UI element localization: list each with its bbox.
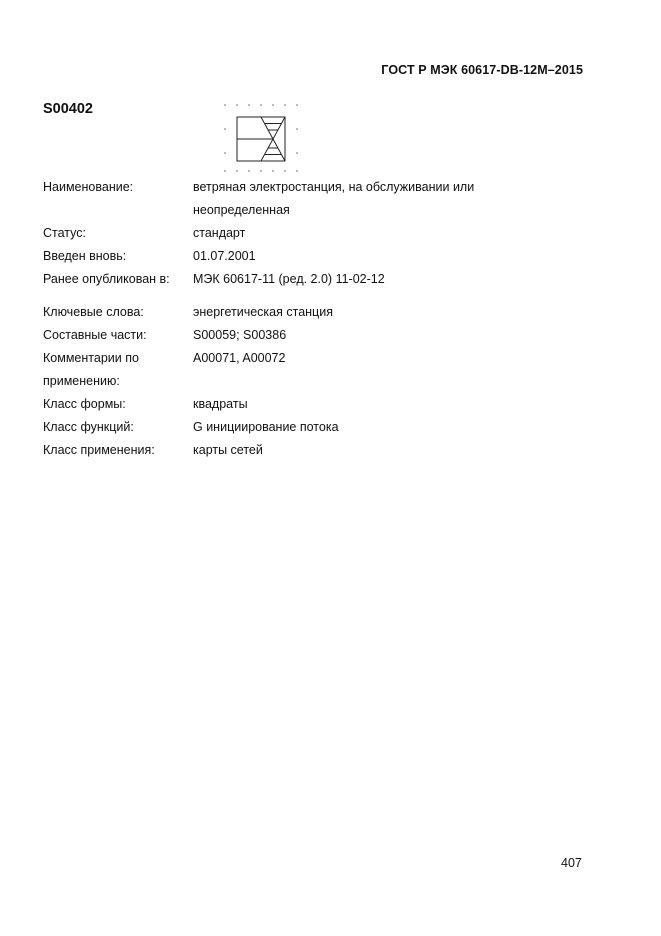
field-label: Ключевые слова: <box>43 305 144 319</box>
field-label: Класс функций: <box>43 420 134 434</box>
field-label: Составные части: <box>43 328 147 342</box>
field-function-class <box>43 416 563 439</box>
field-name <box>43 176 563 222</box>
field-label: Статус: <box>43 226 86 240</box>
field-application-class <box>43 439 563 462</box>
page-number: 407 <box>561 856 582 870</box>
field-value: энергетическая станция <box>193 305 333 319</box>
field-value: S00059; S00386 <box>193 328 287 342</box>
field-label: Класс применения: <box>43 443 155 457</box>
field-label: Класс формы: <box>43 397 126 411</box>
symbol-properties <box>43 176 563 462</box>
document-header: ГОСТ Р МЭК 60617-DB-12M–2015 <box>381 63 583 77</box>
field-label: Введен вновь: <box>43 249 127 263</box>
field-value: G инициирование потока <box>193 420 339 434</box>
field-introduced <box>43 245 563 268</box>
field-value: стандарт <box>193 226 246 240</box>
label-line: применению: <box>43 374 120 388</box>
field-label: Ранее опубликован в: <box>43 272 170 286</box>
field-value: 01.07.2001 <box>193 249 256 263</box>
field-value: A00071, A00072 <box>193 351 286 365</box>
field-status <box>43 222 563 245</box>
value-line: неопределенная <box>193 203 290 217</box>
field-application-notes <box>43 347 563 393</box>
field-value: квадраты <box>193 397 248 411</box>
field-label: Наименование: <box>43 180 134 194</box>
field-value: карты сетей <box>193 443 263 457</box>
field-previously-published <box>43 268 563 291</box>
field-value <box>193 176 563 222</box>
field-label <box>43 347 193 393</box>
symbol-id: S00402 <box>43 101 93 117</box>
value-line: ветряная электростанция, на обслуживании или <box>193 180 475 194</box>
wind-power-station-symbol-icon <box>218 96 306 172</box>
field-components <box>43 324 563 347</box>
label-line: Комментарии по <box>43 351 139 365</box>
section-gap <box>43 291 563 301</box>
field-keywords <box>43 301 563 324</box>
field-shape-class <box>43 393 563 416</box>
field-value: МЭК 60617-11 (ред. 2.0) 11-02-12 <box>193 272 385 286</box>
